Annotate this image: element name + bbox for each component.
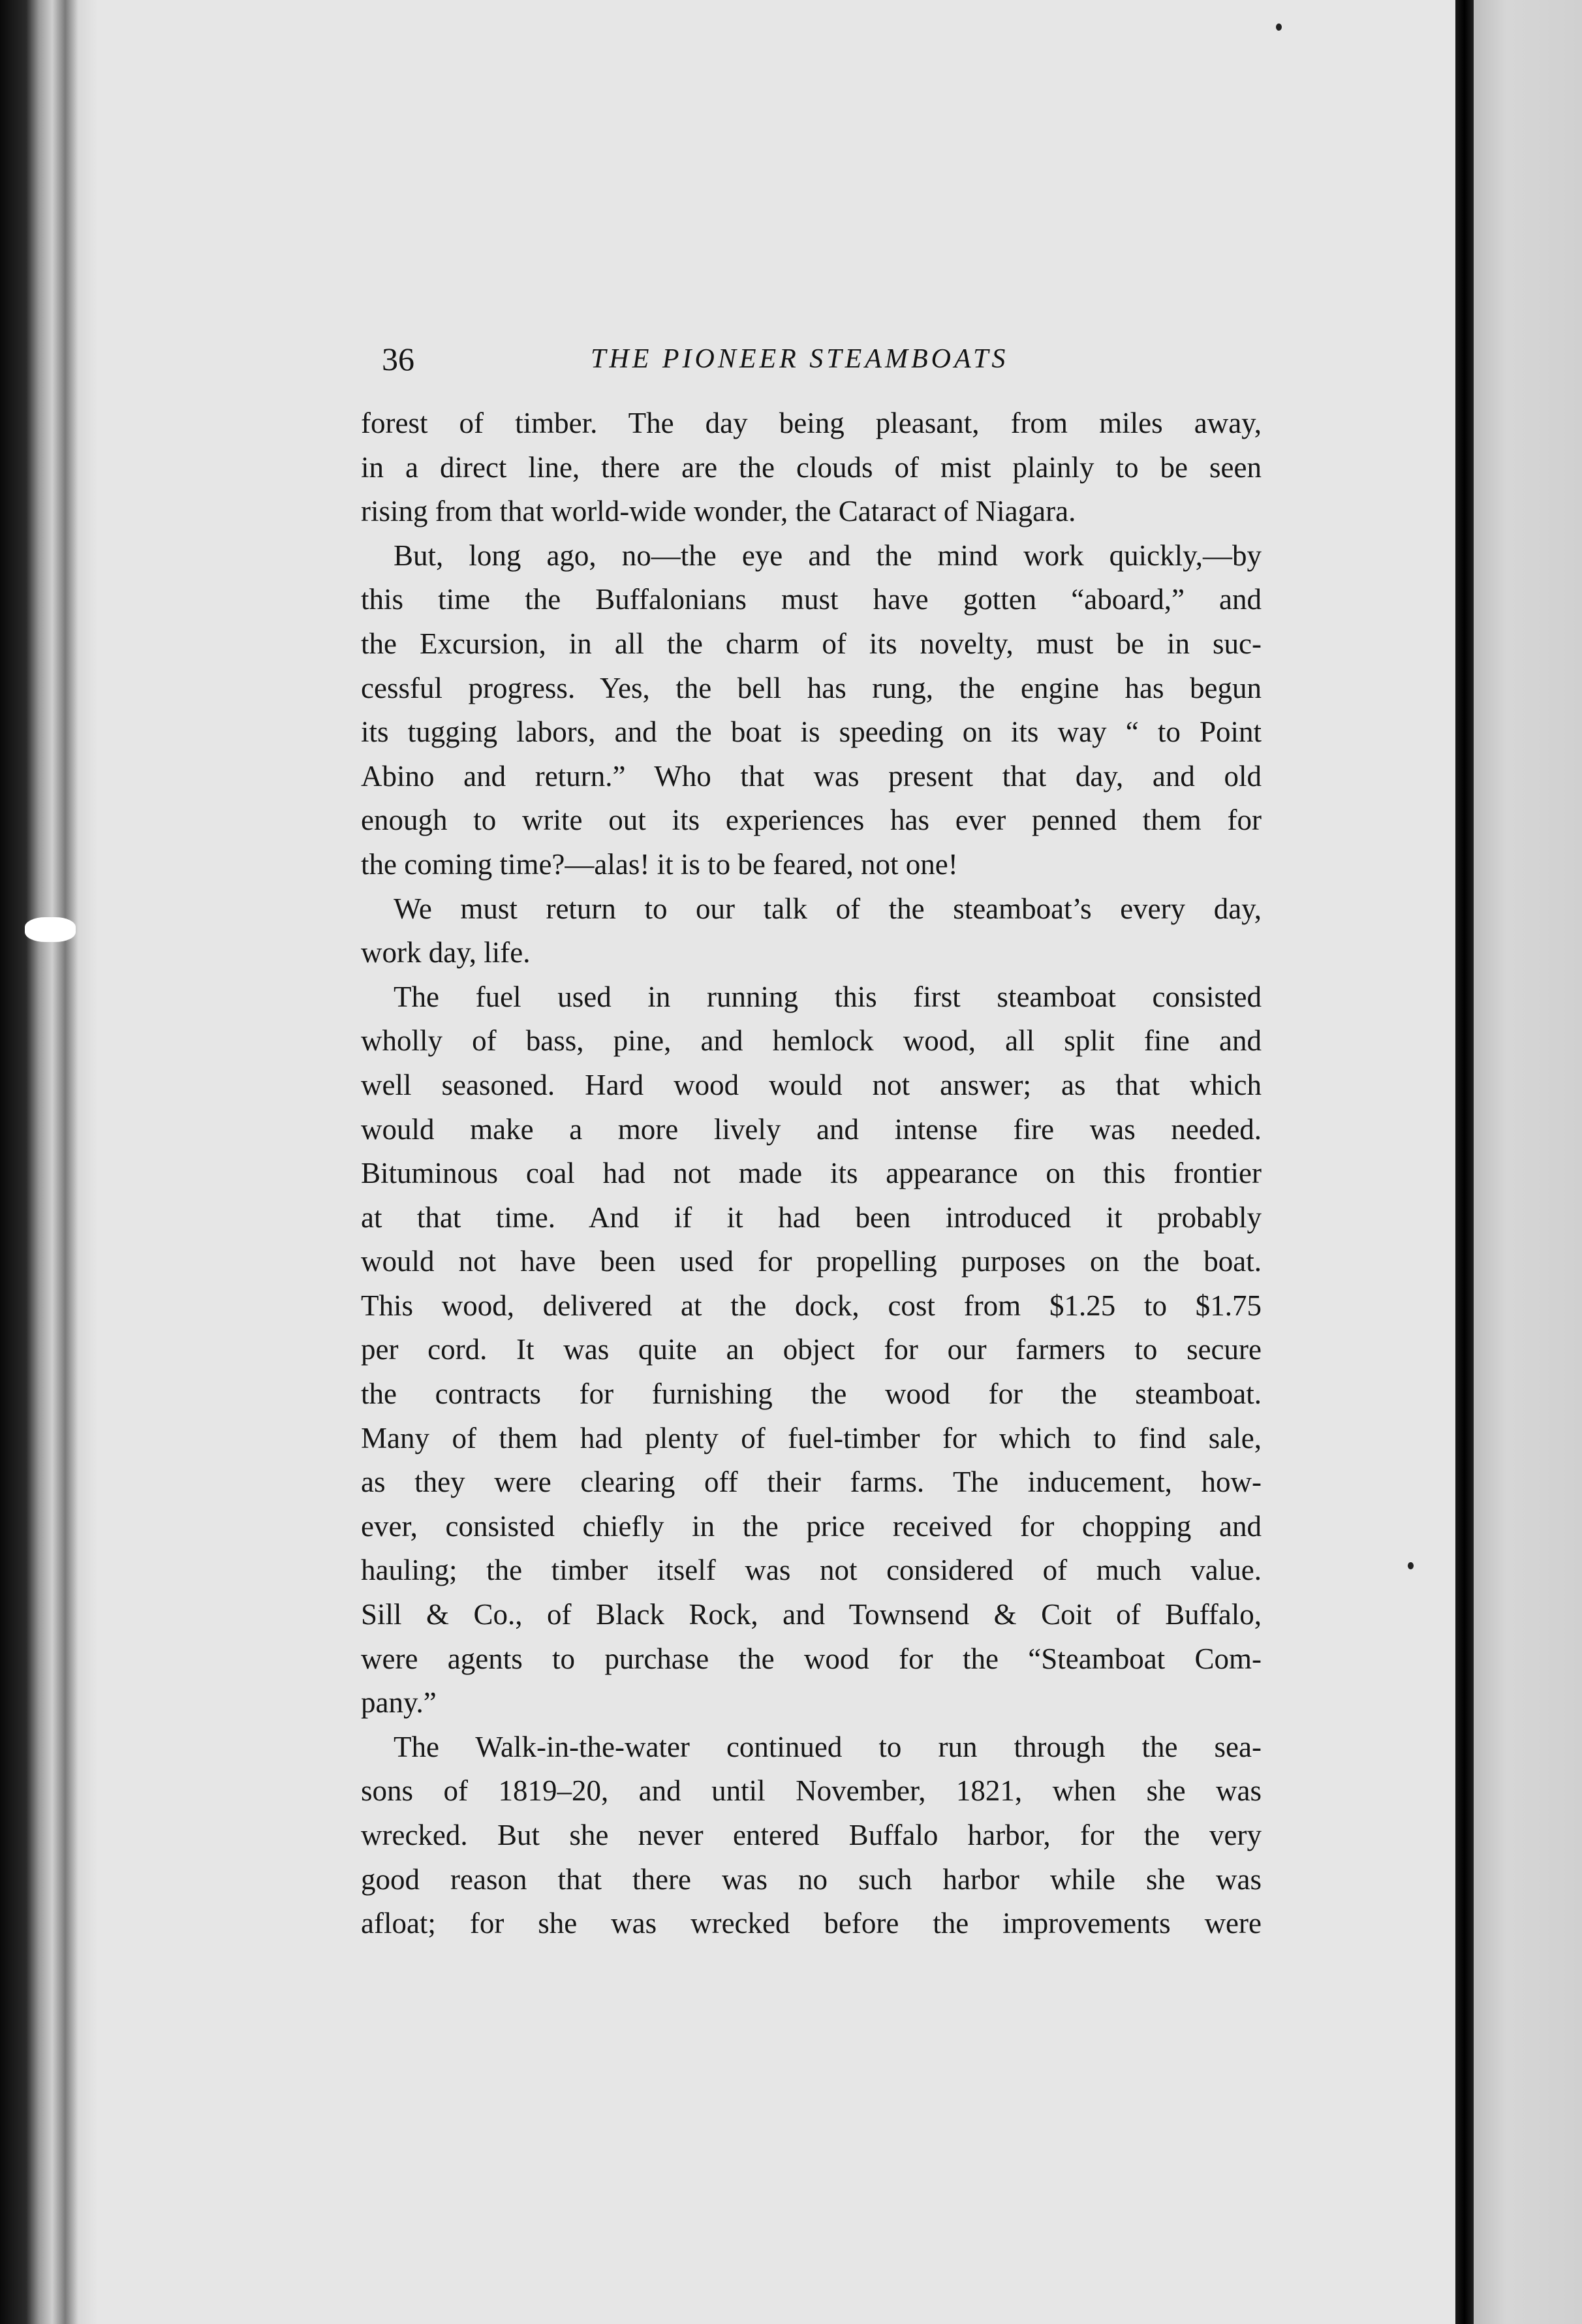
text-line: But, long ago, no—the eye and the mind work quickly,—by <box>394 539 1262 572</box>
text-line: were agents to purchase the wood for the “Steamboat Com- <box>361 1642 1262 1675</box>
text-line: forest of timber. The day being pleasant, from miles away, <box>361 407 1262 439</box>
text-line: The Walk-in-the-water continued to run through the sea- <box>394 1730 1262 1763</box>
running-title: THE PIONEER STEAMBOATS <box>591 344 1009 374</box>
text-line: good reason that there was no such harbor while she was <box>361 1862 1262 1896</box>
text-line: wholly of bass, pine, and hemlock wood, all split fine and <box>361 1024 1262 1058</box>
text-line: sons of 1819–20, and until November, 1821, when she was <box>361 1774 1262 1808</box>
text-line: The fuel used in running this first steamboat consisted <box>394 980 1262 1013</box>
text-line: would not have been used for propelling purposes on the boat. <box>361 1245 1262 1278</box>
scan-speck <box>1408 1562 1414 1569</box>
text-line: wrecked. But she never entered Buffalo harbor, for the very <box>361 1819 1262 1851</box>
text-line: pany.” <box>361 1686 437 1719</box>
page-header <box>382 333 1263 385</box>
text-line: ever, consisted chiefly in the price received for chopping and <box>361 1509 1262 1543</box>
text-line: cessful progress. Yes, the bell has rung, the engine has begun <box>361 671 1262 704</box>
text-line: the Excursion, in all the charm of its novelty, must be in suc- <box>361 627 1262 660</box>
book-edge-left <box>0 0 98 2324</box>
scan-blot <box>25 917 76 942</box>
text-line: rising from that world-wide wonder, the Cataract of Niagara. <box>361 495 1076 528</box>
text-line: Sill & Co., of Black Rock, and Townsend & Coit of Buffalo, <box>361 1598 1262 1631</box>
text-line: as they were clearing off their farms. The inducement, how- <box>361 1466 1262 1499</box>
text-line: We must return to our talk of the steamboat’s every day, <box>394 892 1262 925</box>
text-line: enough to write out its experiences has ever penned them for <box>361 804 1262 837</box>
text-line: would make a more lively and intense fire was needed. <box>361 1112 1262 1146</box>
text-line: afloat; for she was wrecked before the improvements were <box>361 1907 1262 1940</box>
text-line: its tugging labors, and the boat is speeding on its way “ to Point <box>361 715 1262 749</box>
body-text <box>361 401 1262 1946</box>
text-line: well seasoned. Hard wood would not answer; as that which <box>361 1068 1262 1101</box>
text-line: this time the Buffalonians must have gotten “aboard,” and <box>361 583 1262 616</box>
text-line: Bituminous coal had not made its appearance on this frontier <box>361 1157 1262 1190</box>
text-line: in a direct line, there are the clouds of mist plainly to be seen <box>361 450 1262 484</box>
text-line: per cord. It was quite an object for our farmers to secure <box>361 1333 1262 1366</box>
text-line: Abino and return.” Who that was present that day, and old <box>361 759 1262 793</box>
text-line: the coming time?—alas! it is to be feared, not one! <box>361 847 958 881</box>
book-gutter <box>1455 0 1474 2324</box>
page-number: 36 <box>382 341 414 377</box>
text-line: the contracts for furnishing the wood for the steamboat. <box>361 1377 1262 1411</box>
text-line: at that time. And if it had been introduced it probably <box>361 1201 1262 1234</box>
text-line: work day, life. <box>361 936 531 969</box>
text-line: This wood, delivered at the dock, cost from $1.25 to $1.75 <box>361 1289 1262 1322</box>
text-line: Many of them had plenty of fuel-timber for which to find sale, <box>361 1421 1262 1454</box>
next-page-edge <box>1474 0 1582 2324</box>
text-line: hauling; the timber itself was not considered of much value. <box>361 1554 1262 1587</box>
scan-speck <box>1276 24 1282 31</box>
